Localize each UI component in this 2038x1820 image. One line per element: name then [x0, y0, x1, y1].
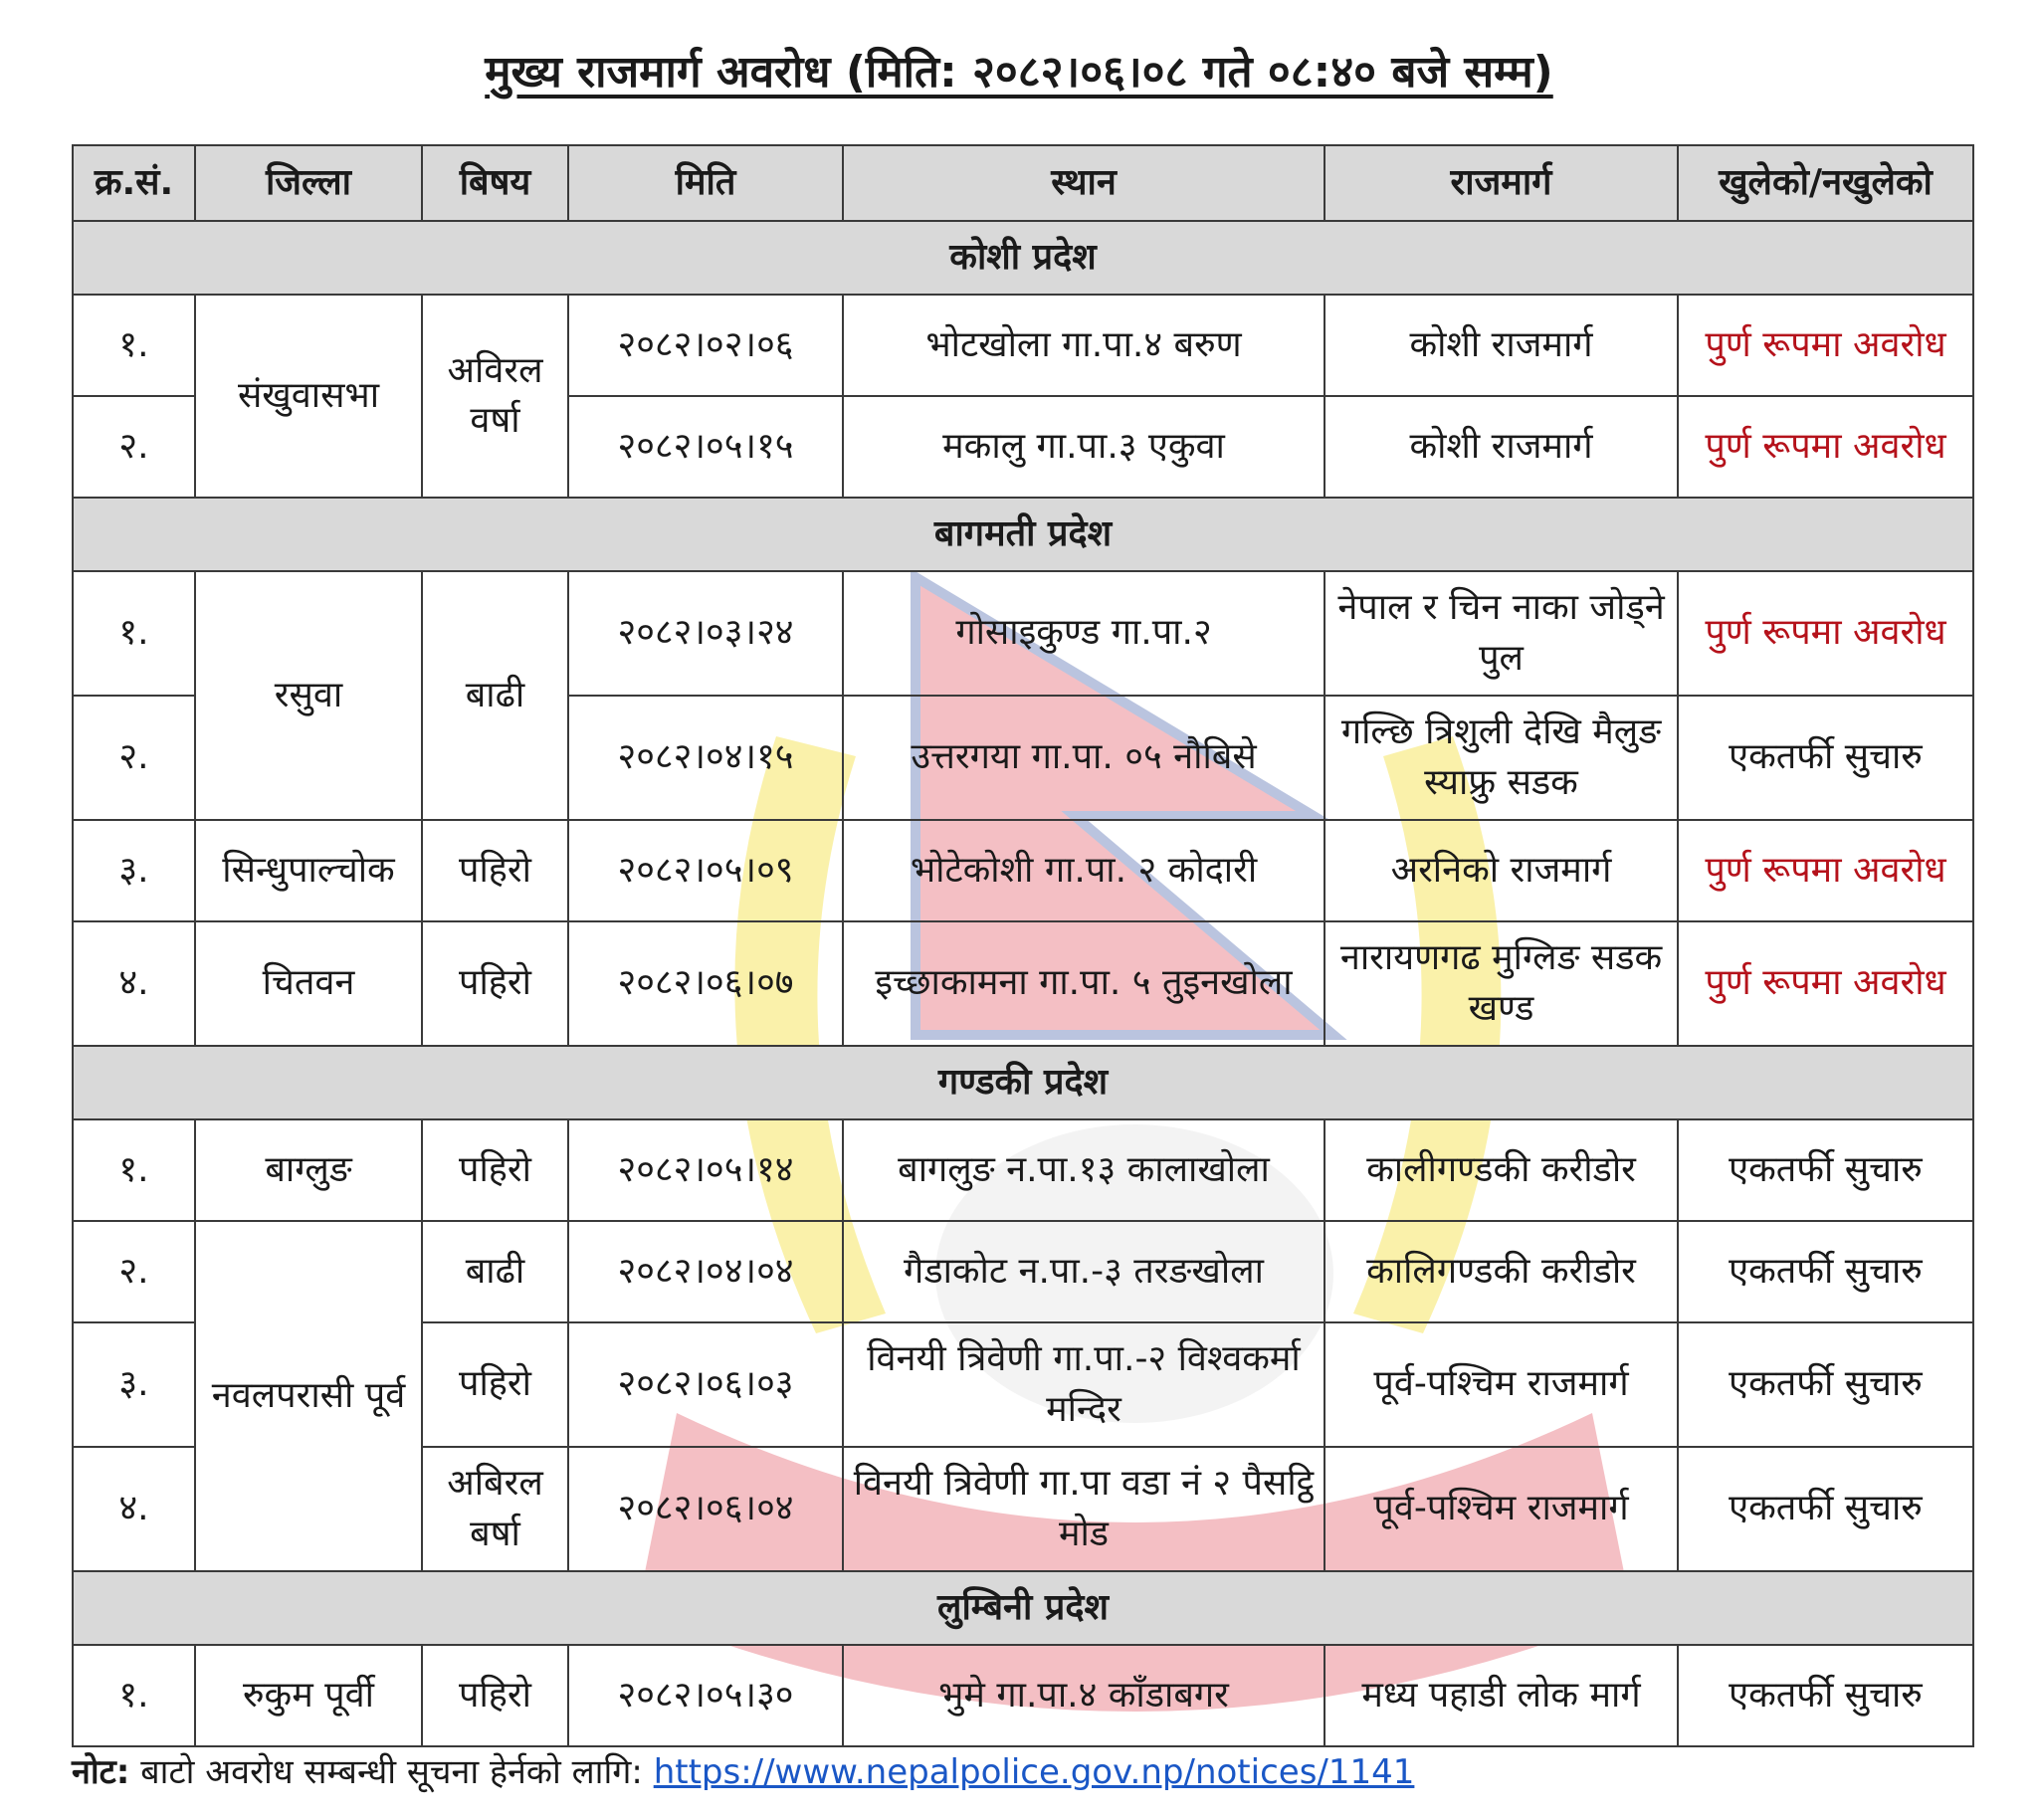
table-row	[73, 820, 1973, 921]
cell-status: पुर्ण रूपमा अवरोध	[1678, 921, 1973, 1046]
note-text: बाटो अवरोध सम्बन्धी सूचना हेर्नको लागि:	[140, 1752, 643, 1792]
cell-highway: कालीगण्डकी करीडोर	[1325, 1119, 1678, 1221]
province-bagmati: बागमती प्रदेश	[73, 498, 1973, 571]
cell-highway: नारायणगढ मुग्लिङ सडक खण्ड	[1325, 921, 1678, 1046]
cell-status: पुर्ण रूपमा अवरोध	[1678, 396, 1973, 498]
cell-subject: अबिरल बर्षा	[422, 1447, 568, 1571]
table-row	[73, 1221, 1973, 1322]
cell-date: २०८२।०४।१५	[568, 696, 843, 820]
cell-date: २०८२।०४।०४	[568, 1221, 843, 1322]
cell-date: २०८२।०५।०९	[568, 820, 843, 921]
cell-district: बाग्लुङ	[195, 1119, 422, 1221]
cell-subject: पहिरो	[422, 1645, 568, 1746]
cell-district: सिन्धुपाल्चोक	[195, 820, 422, 921]
cell-serial: ४.	[73, 1447, 195, 1571]
cell-status: एकतर्फी सुचारु	[1678, 696, 1973, 820]
footnote	[72, 1747, 1414, 1793]
cell-date: २०८२।०६।०४	[568, 1447, 843, 1571]
highway-obstruction-table	[72, 144, 1974, 1747]
province-lumbini: लुम्बिनी प्रदेश	[73, 1571, 1973, 1645]
cell-subject: बाढी	[422, 571, 568, 820]
cell-highway: अरनिको राजमार्ग	[1325, 820, 1678, 921]
header-highway: राजमार्ग	[1325, 145, 1678, 221]
cell-serial: २.	[73, 396, 195, 498]
cell-date: २०८२।०५।१५	[568, 396, 843, 498]
cell-date: २०८२।०६।०३	[568, 1322, 843, 1447]
note-label: नोट:	[72, 1752, 130, 1792]
table-row	[73, 1119, 1973, 1221]
table-row	[73, 295, 1973, 396]
cell-highway: कोशी राजमार्ग	[1325, 396, 1678, 498]
cell-subject: पहिरो	[422, 820, 568, 921]
province-koshi: कोशी प्रदेश	[73, 221, 1973, 295]
cell-place: मकालु गा.पा.३ एकुवा	[843, 396, 1325, 498]
cell-subject: पहिरो	[422, 921, 568, 1046]
province-row-lumbini	[73, 1571, 1973, 1645]
province-gandaki: गण्डकी प्रदेश	[73, 1046, 1973, 1119]
cell-status: एकतर्फी सुचारु	[1678, 1447, 1973, 1571]
cell-place: विनयी त्रिवेणी गा.पा वडा नं २ पैसट्ठि मोड	[843, 1447, 1325, 1571]
cell-district: चितवन	[195, 921, 422, 1046]
cell-highway: कालिगण्डकी करीडोर	[1325, 1221, 1678, 1322]
province-row-bagmati	[73, 498, 1973, 571]
cell-serial: २.	[73, 696, 195, 820]
header-date: मिति	[568, 145, 843, 221]
cell-highway: गल्छि त्रिशुली देखि मैलुङ स्याफ्रु सडक	[1325, 696, 1678, 820]
cell-status: एकतर्फी सुचारु	[1678, 1322, 1973, 1447]
header-subject: बिषय	[422, 145, 568, 221]
table-row	[73, 1645, 1973, 1746]
cell-serial: ३.	[73, 1322, 195, 1447]
cell-status: पुर्ण रूपमा अवरोध	[1678, 295, 1973, 396]
cell-district: रुकुम पूर्वी	[195, 1645, 422, 1746]
cell-district: नवलपरासी पूर्व	[195, 1221, 422, 1571]
cell-date: २०८२।०५।१४	[568, 1119, 843, 1221]
cell-status: पुर्ण रूपमा अवरोध	[1678, 820, 1973, 921]
cell-serial: १.	[73, 571, 195, 696]
cell-date: २०८२।०५।३०	[568, 1645, 843, 1746]
cell-status: एकतर्फी सुचारु	[1678, 1119, 1973, 1221]
cell-place: इच्छाकामना गा.पा. ५ तुइनखोला	[843, 921, 1325, 1046]
cell-date: २०८२।०६।०७	[568, 921, 843, 1046]
header-status: खुलेको/नखुलेको	[1678, 145, 1973, 221]
cell-place: गोसाइकुण्ड गा.पा.२	[843, 571, 1325, 696]
cell-subject: अविरल वर्षा	[422, 295, 568, 498]
cell-place: बागलुङ न.पा.१३ कालाखोला	[843, 1119, 1325, 1221]
cell-status: एकतर्फी सुचारु	[1678, 1221, 1973, 1322]
table-row	[73, 921, 1973, 1046]
header-district: जिल्ला	[195, 145, 422, 221]
cell-place: विनयी त्रिवेणी गा.पा.-२ विश्वकर्मा मन्दिर	[843, 1322, 1325, 1447]
header-place: स्थान	[843, 145, 1325, 221]
cell-serial: २.	[73, 1221, 195, 1322]
cell-district: रसुवा	[195, 571, 422, 820]
cell-serial: ४.	[73, 921, 195, 1046]
province-row-gandaki	[73, 1046, 1973, 1119]
cell-highway: नेपाल र चिन नाका जोड्ने पुल	[1325, 571, 1678, 696]
cell-place: भोटेकोशी गा.पा. २ कोदारी	[843, 820, 1325, 921]
cell-subject: बाढी	[422, 1221, 568, 1322]
cell-highway: कोशी राजमार्ग	[1325, 295, 1678, 396]
cell-place: भोटखोला गा.पा.४ बरुण	[843, 295, 1325, 396]
cell-district: संखुवासभा	[195, 295, 422, 498]
cell-place: गैडाकोट न.पा.-३ तरङखोला	[843, 1221, 1325, 1322]
province-row-koshi	[73, 221, 1973, 295]
cell-serial: १.	[73, 1119, 195, 1221]
cell-serial: १.	[73, 295, 195, 396]
cell-highway: पूर्व-पश्चिम राजमार्ग	[1325, 1322, 1678, 1447]
cell-subject: पहिरो	[422, 1119, 568, 1221]
cell-place: भुमे गा.पा.४ काँडाबगर	[843, 1645, 1325, 1746]
page-title: मुख्य राजमार्ग अवरोध (मिति: २०८२।०६।०८ गते ०८:४० बजे सम्म)	[485, 47, 1553, 98]
cell-subject: पहिरो	[422, 1322, 568, 1447]
notice-link[interactable]: https://www.nepalpolice.gov.np/notices/1141	[653, 1752, 1415, 1792]
cell-date: २०८२।०३।२४	[568, 571, 843, 696]
header-serial: क्र.सं.	[73, 145, 195, 221]
cell-place: उत्तरगया गा.पा. ०५ नौबिसे	[843, 696, 1325, 820]
table-row	[73, 571, 1973, 696]
cell-highway: पूर्व-पश्चिम राजमार्ग	[1325, 1447, 1678, 1571]
cell-status: पुर्ण रूपमा अवरोध	[1678, 571, 1973, 696]
cell-serial: १.	[73, 1645, 195, 1746]
cell-highway: मध्य पहाडी लोक मार्ग	[1325, 1645, 1678, 1746]
cell-serial: ३.	[73, 820, 195, 921]
cell-status: एकतर्फी सुचारु	[1678, 1645, 1973, 1746]
cell-date: २०८२।०२।०६	[568, 295, 843, 396]
header-row	[73, 145, 1973, 221]
